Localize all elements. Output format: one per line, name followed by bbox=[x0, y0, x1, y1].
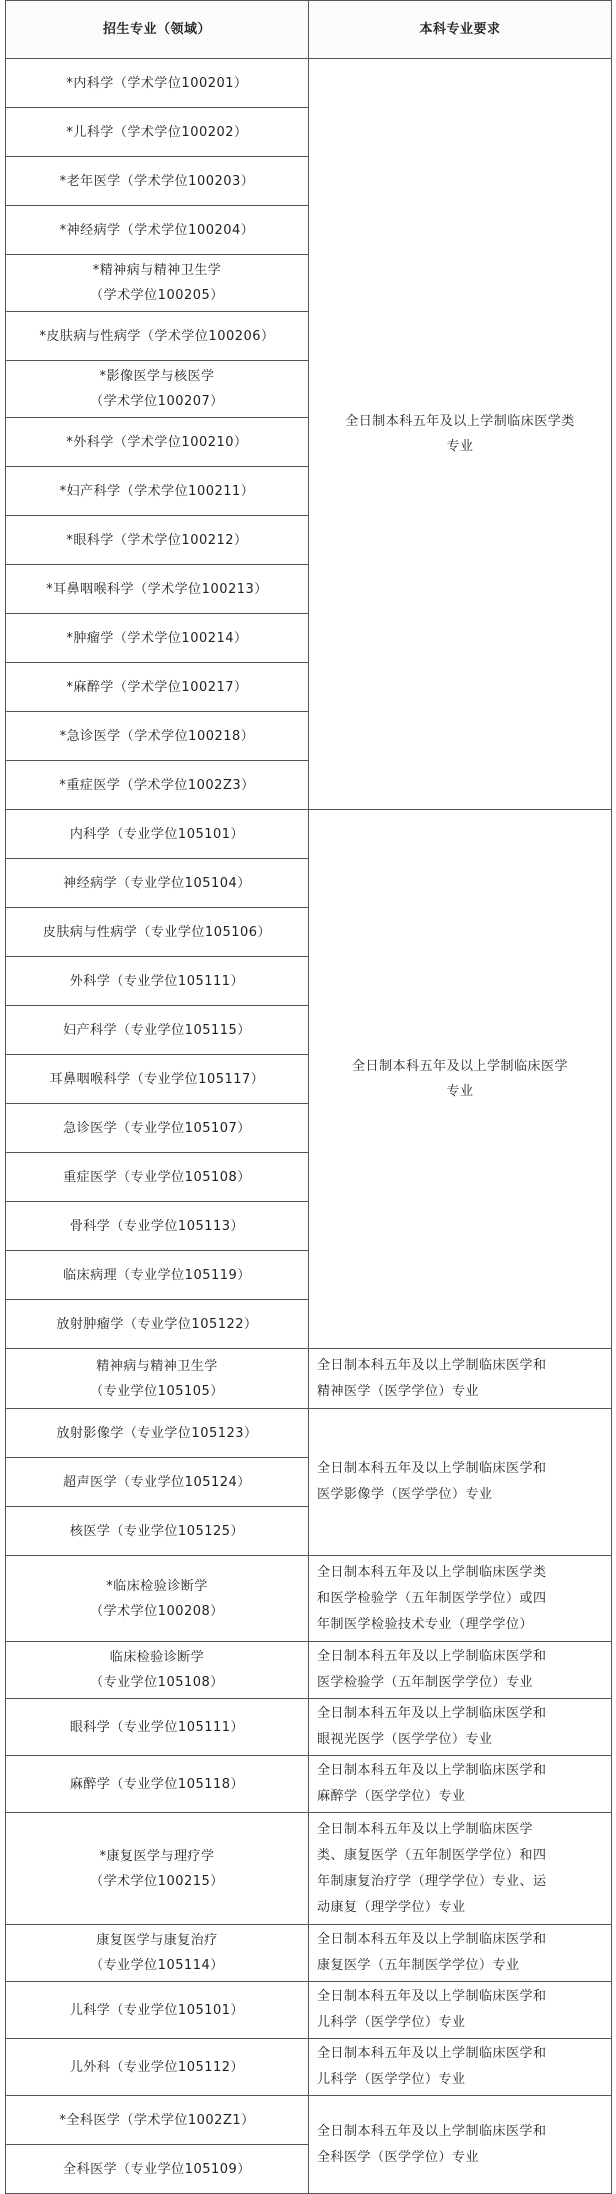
major-cell bbox=[6, 663, 309, 712]
major-cell bbox=[6, 2039, 309, 2096]
major-text: *急诊医学（学术学位100218） bbox=[59, 728, 255, 744]
table-row bbox=[6, 1409, 612, 1458]
requirement-text: 眼视光医学（医学学位）专业 bbox=[317, 1732, 493, 1747]
major-cell bbox=[6, 1813, 309, 1925]
table-row bbox=[6, 810, 612, 859]
major-cell bbox=[6, 614, 309, 663]
requirement-cell bbox=[309, 1349, 612, 1409]
header-requirement: 本科专业要求 bbox=[309, 1, 612, 59]
major-cell bbox=[6, 1104, 309, 1153]
requirement-text: 全日制本科五年及以上学制临床医学和 bbox=[317, 1649, 547, 1664]
major-text: *眼科学（学术学位100212） bbox=[66, 532, 248, 548]
major-cell bbox=[6, 467, 309, 516]
major-text: 核医学（专业学位105125） bbox=[69, 1523, 245, 1539]
requirement-text: 和医学检验学（五年制医学学位）或四 bbox=[317, 1590, 547, 1606]
major-text: 临床检验诊断学 bbox=[109, 1650, 205, 1665]
major-cell bbox=[6, 1699, 309, 1756]
table-row bbox=[6, 2096, 612, 2145]
major-text: 康复医学与康复治疗 bbox=[96, 1933, 218, 1948]
requirement-cell bbox=[309, 2039, 612, 2096]
requirement-text: 全日制本科五年及以上学制临床医学类 bbox=[345, 414, 575, 429]
requirement-text: 全科医学（医学学位）专业 bbox=[317, 2149, 480, 2165]
requirement-cell bbox=[309, 2096, 612, 2194]
table-row bbox=[6, 1813, 612, 1925]
major-text: *精神病与精神卫生学 bbox=[92, 263, 222, 278]
major-cell bbox=[6, 810, 309, 859]
major-text: 放射影像学（专业学位105123） bbox=[56, 1425, 258, 1441]
major-text: *临床检验诊断学 bbox=[106, 1578, 208, 1594]
major-text: 临床病理（专业学位105119） bbox=[63, 1267, 251, 1283]
major-cell bbox=[6, 255, 309, 312]
major-cell bbox=[6, 712, 309, 761]
requirement-text: 儿科学（医学学位）专业 bbox=[317, 2015, 466, 2030]
major-text: 神经病学（专业学位105104） bbox=[63, 875, 251, 891]
table-row bbox=[6, 1642, 612, 1699]
table-header-row bbox=[6, 1, 612, 59]
major-cell bbox=[6, 859, 309, 908]
major-text: *耳鼻咽喉科学（学术学位100213） bbox=[46, 581, 268, 597]
requirement-cell bbox=[309, 1699, 612, 1756]
major-cell bbox=[6, 1409, 309, 1458]
major-cell bbox=[6, 1300, 309, 1349]
table-row bbox=[6, 59, 612, 108]
table-row bbox=[6, 1925, 612, 1982]
requirement-cell bbox=[309, 1642, 612, 1699]
major-cell bbox=[6, 1202, 309, 1251]
major-cell bbox=[6, 2096, 309, 2145]
requirement-text: 康复医学（五年制医学学位）专业 bbox=[317, 1958, 520, 1973]
requirement-cell bbox=[309, 1925, 612, 1982]
major-text: 超声医学（专业学位105124） bbox=[63, 1474, 251, 1490]
major-cell bbox=[6, 1458, 309, 1507]
major-text: *妇产科学（学术学位100211） bbox=[59, 483, 255, 499]
major-cell bbox=[6, 1982, 309, 2039]
major-text: （专业学位105114） bbox=[90, 1958, 224, 1973]
major-text: （专业学位105105） bbox=[90, 1383, 224, 1399]
major-text: （学术学位100207） bbox=[90, 394, 224, 409]
major-cell bbox=[6, 312, 309, 361]
requirement-text: 全日制本科五年及以上学制临床医学类 bbox=[317, 1564, 547, 1580]
major-text: *皮肤病与性病学（学术学位100206） bbox=[39, 328, 275, 344]
major-cell bbox=[6, 361, 309, 418]
table-row bbox=[6, 1982, 612, 2039]
major-cell bbox=[6, 957, 309, 1006]
major-cell bbox=[6, 1507, 309, 1556]
major-text: *儿科学（学术学位100202） bbox=[66, 124, 248, 140]
table-row bbox=[6, 1699, 612, 1756]
major-cell bbox=[6, 565, 309, 614]
major-text: *康复医学与理疗学 bbox=[99, 1848, 215, 1864]
major-text: 急诊医学（专业学位105107） bbox=[63, 1120, 251, 1136]
major-text: （学术学位100215） bbox=[90, 1873, 224, 1889]
major-cell bbox=[6, 1756, 309, 1813]
major-cell bbox=[6, 516, 309, 565]
requirement-text: 年制康复治疗学（理学学位）专业、运 bbox=[317, 1873, 547, 1889]
requirement-text: 类、康复医学（五年制医学学位）和四 bbox=[317, 1847, 547, 1863]
major-text: 全科医学（专业学位105109） bbox=[63, 2161, 251, 2177]
requirement-text: 全日制本科五年及以上学制临床医学和 bbox=[317, 1706, 547, 1721]
major-text: 儿外科（专业学位105112） bbox=[69, 2059, 245, 2075]
major-cell bbox=[6, 1349, 309, 1409]
requirement-cell bbox=[309, 810, 612, 1349]
requirement-text: 精神医学（医学学位）专业 bbox=[317, 1383, 480, 1399]
table-row bbox=[6, 1756, 612, 1813]
major-text: 外科学（专业学位105111） bbox=[69, 973, 245, 989]
major-text: 精神病与精神卫生学 bbox=[96, 1358, 218, 1374]
major-cell bbox=[6, 1251, 309, 1300]
table-row bbox=[6, 2039, 612, 2096]
header-major: 招生专业（领域） bbox=[6, 1, 309, 59]
page bbox=[5, 0, 615, 2182]
requirement-cell bbox=[309, 1756, 612, 1813]
major-text: 儿科学（专业学位105101） bbox=[69, 2002, 245, 2018]
major-text: *肿瘤学（学术学位100214） bbox=[66, 630, 248, 646]
major-cell bbox=[6, 1153, 309, 1202]
major-text: *神经病学（学术学位100204） bbox=[59, 222, 255, 238]
requirement-text: 医学影像学（医学学位）专业 bbox=[317, 1487, 493, 1502]
requirement-text: 全日制本科五年及以上学制临床医学和 bbox=[317, 1932, 547, 1947]
major-text: 眼科学（专业学位105111） bbox=[69, 1719, 245, 1735]
table-row bbox=[6, 1349, 612, 1409]
major-text: （学术学位100205） bbox=[90, 288, 224, 303]
requirement-text: 动康复（理学学位）专业 bbox=[317, 1899, 466, 1915]
major-text: （专业学位105108） bbox=[90, 1675, 224, 1690]
major-text: *外科学（学术学位100210） bbox=[66, 434, 248, 450]
requirement-cell bbox=[309, 1982, 612, 2039]
major-text: 放射肿瘤学（专业学位105122） bbox=[56, 1316, 258, 1332]
requirement-text: 全日制本科五年及以上学制临床医学和 bbox=[317, 1989, 547, 2004]
requirement-text: 年制医学检验技术专业（理学学位） bbox=[317, 1616, 534, 1632]
major-cell bbox=[6, 1055, 309, 1104]
major-text: 重症医学（专业学位105108） bbox=[63, 1169, 251, 1185]
major-cell bbox=[6, 1642, 309, 1699]
admission-requirements-table bbox=[5, 0, 612, 2194]
major-text: 耳鼻咽喉科学（专业学位105117） bbox=[49, 1071, 265, 1087]
requirement-cell bbox=[309, 1409, 612, 1556]
major-text: *内科学（学术学位100201） bbox=[66, 75, 248, 91]
requirement-cell bbox=[309, 1556, 612, 1642]
requirement-text: 麻醉学（医学学位）专业 bbox=[317, 1789, 466, 1804]
requirement-text: 医学检验学（五年制医学学位）专业 bbox=[317, 1675, 534, 1690]
major-text: 麻醉学（专业学位105118） bbox=[69, 1776, 245, 1792]
requirement-text: 全日制本科五年及以上学制临床医学和 bbox=[317, 1461, 547, 1476]
major-text: 内科学（专业学位105101） bbox=[69, 826, 245, 842]
major-text: 妇产科学（专业学位105115） bbox=[63, 1022, 251, 1038]
major-text: *重症医学（学术学位1002Z3） bbox=[59, 777, 255, 793]
major-cell bbox=[6, 1006, 309, 1055]
major-cell bbox=[6, 157, 309, 206]
major-cell bbox=[6, 108, 309, 157]
major-cell bbox=[6, 206, 309, 255]
requirement-text: 全日制本科五年及以上学制临床医学和 bbox=[317, 1357, 547, 1373]
requirement-text: 全日制本科五年及以上学制临床医学 bbox=[317, 1821, 534, 1837]
major-text: 皮肤病与性病学（专业学位105106） bbox=[42, 924, 272, 940]
requirement-text: 专业 bbox=[446, 1084, 474, 1099]
major-cell bbox=[6, 1556, 309, 1642]
major-text: （学术学位100208） bbox=[90, 1603, 224, 1619]
requirement-text: 全日制本科五年及以上学制临床医学和 bbox=[317, 2046, 547, 2061]
requirement-text: 全日制本科五年及以上学制临床医学和 bbox=[317, 2123, 547, 2139]
table-body bbox=[6, 59, 612, 2194]
major-cell bbox=[6, 2145, 309, 2194]
requirement-text: 专业 bbox=[446, 439, 474, 454]
requirement-cell bbox=[309, 1813, 612, 1925]
major-text: *麻醉学（学术学位100217） bbox=[66, 679, 248, 695]
major-cell bbox=[6, 761, 309, 810]
major-text: *全科医学（学术学位1002Z1） bbox=[59, 2112, 255, 2128]
major-cell bbox=[6, 1925, 309, 1982]
requirement-text: 全日制本科五年及以上学制临床医学 bbox=[351, 1059, 568, 1074]
major-text: 骨科学（专业学位105113） bbox=[69, 1218, 245, 1234]
major-text: *老年医学（学术学位100203） bbox=[59, 173, 255, 189]
major-text: *影像医学与核医学 bbox=[99, 369, 215, 384]
requirement-text: 全日制本科五年及以上学制临床医学和 bbox=[317, 1763, 547, 1778]
major-cell bbox=[6, 59, 309, 108]
major-cell bbox=[6, 418, 309, 467]
table-row bbox=[6, 1556, 612, 1642]
requirement-cell bbox=[309, 59, 612, 810]
major-cell bbox=[6, 908, 309, 957]
requirement-text: 儿科学（医学学位）专业 bbox=[317, 2072, 466, 2087]
